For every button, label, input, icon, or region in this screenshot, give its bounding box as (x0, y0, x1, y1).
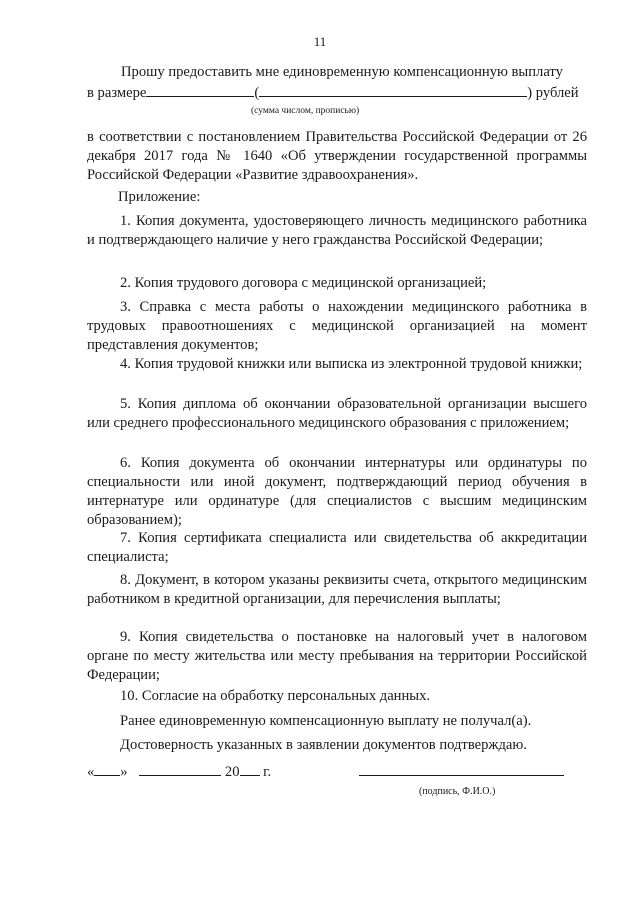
attachments-heading: Приложение: (118, 189, 201, 205)
year-suffix: г. (263, 764, 272, 780)
attachment-item-1: 1. Копия документа, удостоверяющего личность медицинского работника и подтверждающего наличие у него гражданства Российской Федерации; (87, 213, 587, 248)
date-open-quote: « (87, 764, 95, 780)
signature-blank[interactable] (359, 775, 564, 776)
basis-paragraph: в соответствии с постановлением Правительства Российской Федерации от 26 декабря 2017 года № 1640 «Об утверждении государственной программы Российской Федерации «Развитие здравоохранения». (87, 129, 587, 183)
attachment-item-6: 6. Копия документа об окончании интернатуры или ординатуры по специальности или иной документ, подтверждающий период обучения в интернатуре или ординатуре (для специалистов с высшим медицинским образованием); (87, 455, 587, 528)
attachment-item-10: 10. Согласие на обработку персональных данных. (120, 688, 431, 704)
signature-caption: (подпись, Ф.И.О.) (419, 786, 496, 797)
request-line-1: Прошу предоставить мне единовременную компенсационную выплату (121, 64, 563, 80)
date-line (87, 761, 317, 782)
request-line-2 (87, 82, 587, 103)
attachment-item-2: 2. Копия трудового договора с медицинской организацией; (120, 275, 487, 291)
amount-number-blank[interactable] (146, 82, 254, 97)
amount-words-blank[interactable] (259, 82, 527, 97)
attachment-item-8: 8. Документ, в котором указаны реквизиты счета, открытого медицинским работником в кредитной организации, для перечисления выплаты; (87, 572, 587, 607)
attachment-item-4: 4. Копия трудовой книжки или выписка из электронной трудовой книжки; (120, 356, 583, 372)
day-blank[interactable] (94, 761, 120, 776)
page-number: 11 (313, 34, 327, 49)
attachment-item-3: 3. Справка с места работы о нахождении медицинского работника в трудовых правоотношениях с медицинской организацией на момент представления документов; (87, 299, 587, 353)
statement-not-received: Ранее единовременную компенсационную выплату не получал(а). (120, 713, 532, 729)
attachment-item-9: 9. Копия свидетельства о постановке на налоговый учет в налоговом органе по месту жительства или месту пребывания на территории Российской Федерации; (87, 629, 587, 683)
amount-caption: (сумма числом, прописью) (251, 106, 360, 116)
year-blank[interactable] (240, 761, 260, 776)
month-blank[interactable] (139, 761, 221, 776)
year-prefix: 20 (224, 764, 240, 780)
attachment-item-7: 7. Копия сертификата специалиста или свидетельства об аккредитации специалиста; (87, 530, 587, 565)
amount-prefix: в размере (87, 85, 147, 101)
amount-suffix: ) рублей (527, 85, 579, 101)
attachment-item-5: 5. Копия диплома об окончании образовательной организации высшего или среднего профессионального медицинского образования с приложением; (87, 396, 587, 431)
open-paren: ( (254, 85, 260, 101)
statement-confirm: Достоверность указанных в заявлении документов подтверждаю. (120, 737, 527, 753)
date-close-quote: » (120, 764, 128, 780)
